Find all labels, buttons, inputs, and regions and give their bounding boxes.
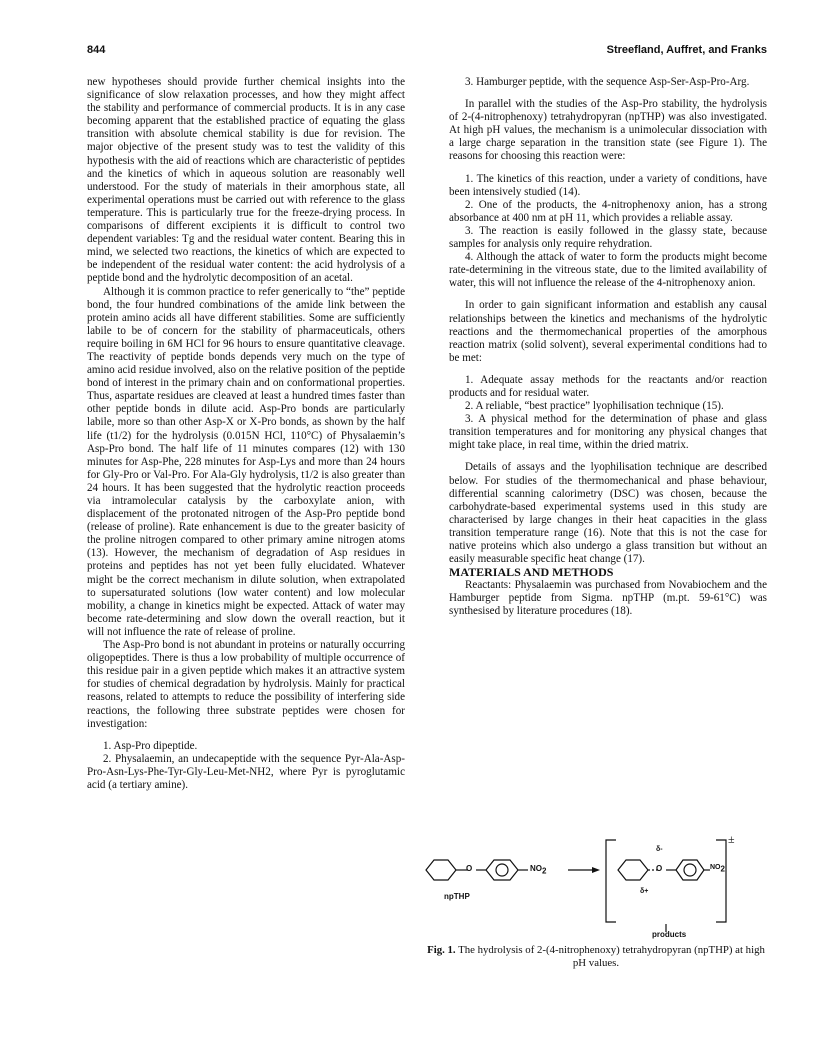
paragraph: Details of assays and the lyophilisation technique are described below. For studies of the thermomechanical and phase behaviour, differential scanning calorimetry (DSC) was chosen, because the carbohydrate-based experimental systems used in this study are characterised by large changes in their heat capacities in the glass transition temperature range (16). Note that this is not the case for native proteins which also undergo a glass transition but without an easily measurable specific heat change (17). xyxy=(449,461,767,566)
list-item: 1. Adequate assay methods for the reactants and/or reaction products and for residual water. xyxy=(449,373,767,399)
caption-text: The hydrolysis of 2-(4-nitrophenoxy) tetrahydropyran (npTHP) at high pH values. xyxy=(458,944,765,969)
label-products: products xyxy=(652,930,687,939)
aromatic-circle xyxy=(496,864,508,876)
section-heading: MATERIALS AND METHODS xyxy=(449,565,614,580)
list-item: 3. The reaction is easily followed in the glassy state, because samples for analysis only require rehydration. xyxy=(449,224,767,251)
paragraph: In order to gain significant information and establish any causal relationships between the kinetics and mechanisms of the hydrolytic reactions and the thermomechanical properties of the amorphous reaction matrix (solid solvent), several experimental conditions had to be met: xyxy=(449,299,767,364)
bracket-right xyxy=(716,840,726,922)
label-o-ts: O xyxy=(656,864,663,873)
label-delta-minus: δ- xyxy=(656,846,663,853)
thp-ring xyxy=(426,860,456,880)
figure-1-reaction-scheme xyxy=(420,832,770,932)
list-item: 4. Although the attack of water to form the products might become rate-determining in the vitreous state, due to the limited availability of water, this will not influence the release of the 4-nitrophenoxy anion. xyxy=(449,251,767,290)
paragraph: new hypotheses should provide further chemical insights into the significance of slow relaxation processes, and how they might affect the stability and performance of commercial products. It is in any case becoming apparent that the established practice of equating the glass transition with absolute chemical stability is due for revision. The major objective of the present study was to test the validity of this hypothesis with the aid of reactions which are characteristic of peptides and the kinetics of which in aqueous solution are reasonably well understood. For the study of materials in their amorphous state, all experimental operations must be carried out with reference to the glass temperature. This is particularly true for the freeze-drying process. In comparisons of different excipients it is difficult to control two dependent variables: Tg and the residual water content. Bearing this in mind, we selected two reactions, the kinetics of which are expected to be independent of the residual water content: the acid hydrolysis of a peptide bond and the hydrolytic decomposition of an acetal. xyxy=(87,76,405,285)
label-no2-ts: $NO_2$ xyxy=(710,864,725,874)
caption-label: Fig. 1. xyxy=(427,944,456,956)
paragraph: The Asp-Pro bond is not abundant in proteins or naturally occurring oligopeptides. There is thus a low probability of multiple occurrence of this residue pair in a given peptide which makes it an attractive system for studies of chemical degradation by hydrolysis. Mainly for practical reasons, related to attempts to reduce the possibility of interfering side reactions, the following three substrate peptides were chosen for investigation: xyxy=(87,639,405,730)
page-number: 844 xyxy=(87,44,106,56)
thp-ring-ts xyxy=(618,860,648,880)
bracket-left xyxy=(606,840,616,922)
list-item: 2. One of the products, the 4-nitrophenoxy anion, has a strong absorbance at 400 nm at pH 11, which provides a reliable assay. xyxy=(449,198,767,224)
right-column xyxy=(449,76,767,619)
paragraph: Reactants: Physalaemin was purchased from Novabiochem and the Hamburger peptide from Sigma. npTHP (m.pt. 59-61°C) was synthesised by literature procedures (18). xyxy=(449,579,767,618)
label-no2: $NO_2$ xyxy=(530,864,547,876)
list-item: 2. A reliable, “best practice” lyophilisation technique (15). xyxy=(465,400,724,413)
label-charge: ± xyxy=(728,832,735,846)
left-column xyxy=(87,76,405,792)
list-item: 2. Physalaemin, an undecapeptide with the sequence Pyr-Ala-Asp-Pro-Asn-Lys-Phe-Tyr-Gly-Leu-Met-NH2, where Pyr is pyroglutamic acid (a tertiary amine). xyxy=(87,752,405,791)
reaction-diagram xyxy=(420,836,770,932)
running-head-authors: Streefland, Auffret, and Franks xyxy=(606,44,767,56)
arrowhead xyxy=(592,867,600,873)
list-item: 3. A physical method for the determination of phase and glass transition temperatures and for monitoring any physical changes that might take place, in real time, within the dried matrix. xyxy=(449,413,767,452)
figure-caption xyxy=(424,944,768,969)
paragraph: Although it is common practice to refer generically to “the” peptide bond, the four hundred combinations of the amide link between the protein amino acids all have different stabilities. Some are sufficiently labile to be of concern for the stability of pharmaceuticals, others require boiling in 6M HCl for 96 hours to ensure quantitative cleavage. The reactivity of peptide bonds depends very much on the type of amino acid residue involved, also on the relative position of the peptide bond of interest in the primary chain and on conformational properties. Thus, aspartate residues are cleaved at least a hundred times faster than other peptide bonds in dilute acid. Asp-Pro bonds are particularly labile, more so than other Asp-X or X-Pro bonds, as shown by the half life (t1/2) for the hydrolysis (0.015N HCl, 110°C) of Physalaemin’s Asp-Pro bond. The half life of 11 minutes compares (12) with 130 minutes for Asp-Phe, 228 minutes for Asp-Lys and more than 24 hours for Gly-Pro or Val-Pro. For Ala-Gly hydrolysis, t1/2 is also greater than 24 hours. It has been suggested that the hydrolytic reaction proceeds via intramolecular catalysis by the carboxylate anion, with displacement of the protonated nitrogen of the Asp-Pro peptide bond (release of proline). Rate enhancement is due to the greater basicity of the proline nitrogen compared to other primary amine nitrogen atoms (13). However, the mechanism of degradation of Asp residues in proteins and peptides has not yet been fully elucidated. Whatever might be the correct mechanism in dilute solution, when extrapolated to supersaturated solutions (low water content) and low molecular mobility, a change in kinetics might be expected. Attack of water may become rate-determining and slow down the overall reaction, but it will not influence the rate of release of proline. xyxy=(87,285,405,638)
benzene-ring xyxy=(486,860,518,880)
benzene-ring-ts xyxy=(676,860,704,880)
label-delta-plus: δ+ xyxy=(640,888,649,895)
label-o: O xyxy=(466,864,473,873)
list-item: 3. Hamburger peptide, with the sequence Asp-Ser-Asp-Pro-Arg. xyxy=(465,76,750,88)
list-item: 1. Asp-Pro dipeptide. xyxy=(103,739,198,752)
list-item: 1. The kinetics of this reaction, under a variety of conditions, have been intensively studied (14). xyxy=(449,172,767,198)
paragraph: In parallel with the studies of the Asp-Pro stability, the hydrolysis of 2-(4-nitrophenoxy) tetrahydropyran (npTHP) was also investigated. At high pH values, the mechanism is a unimolecular dissociation with a large charge separation in the transition state (see Figure 1). The reasons for choosing this reaction were: xyxy=(449,98,767,163)
page-header xyxy=(87,44,767,60)
label-npthp: npTHP xyxy=(444,892,470,901)
aromatic-circle xyxy=(684,864,696,876)
